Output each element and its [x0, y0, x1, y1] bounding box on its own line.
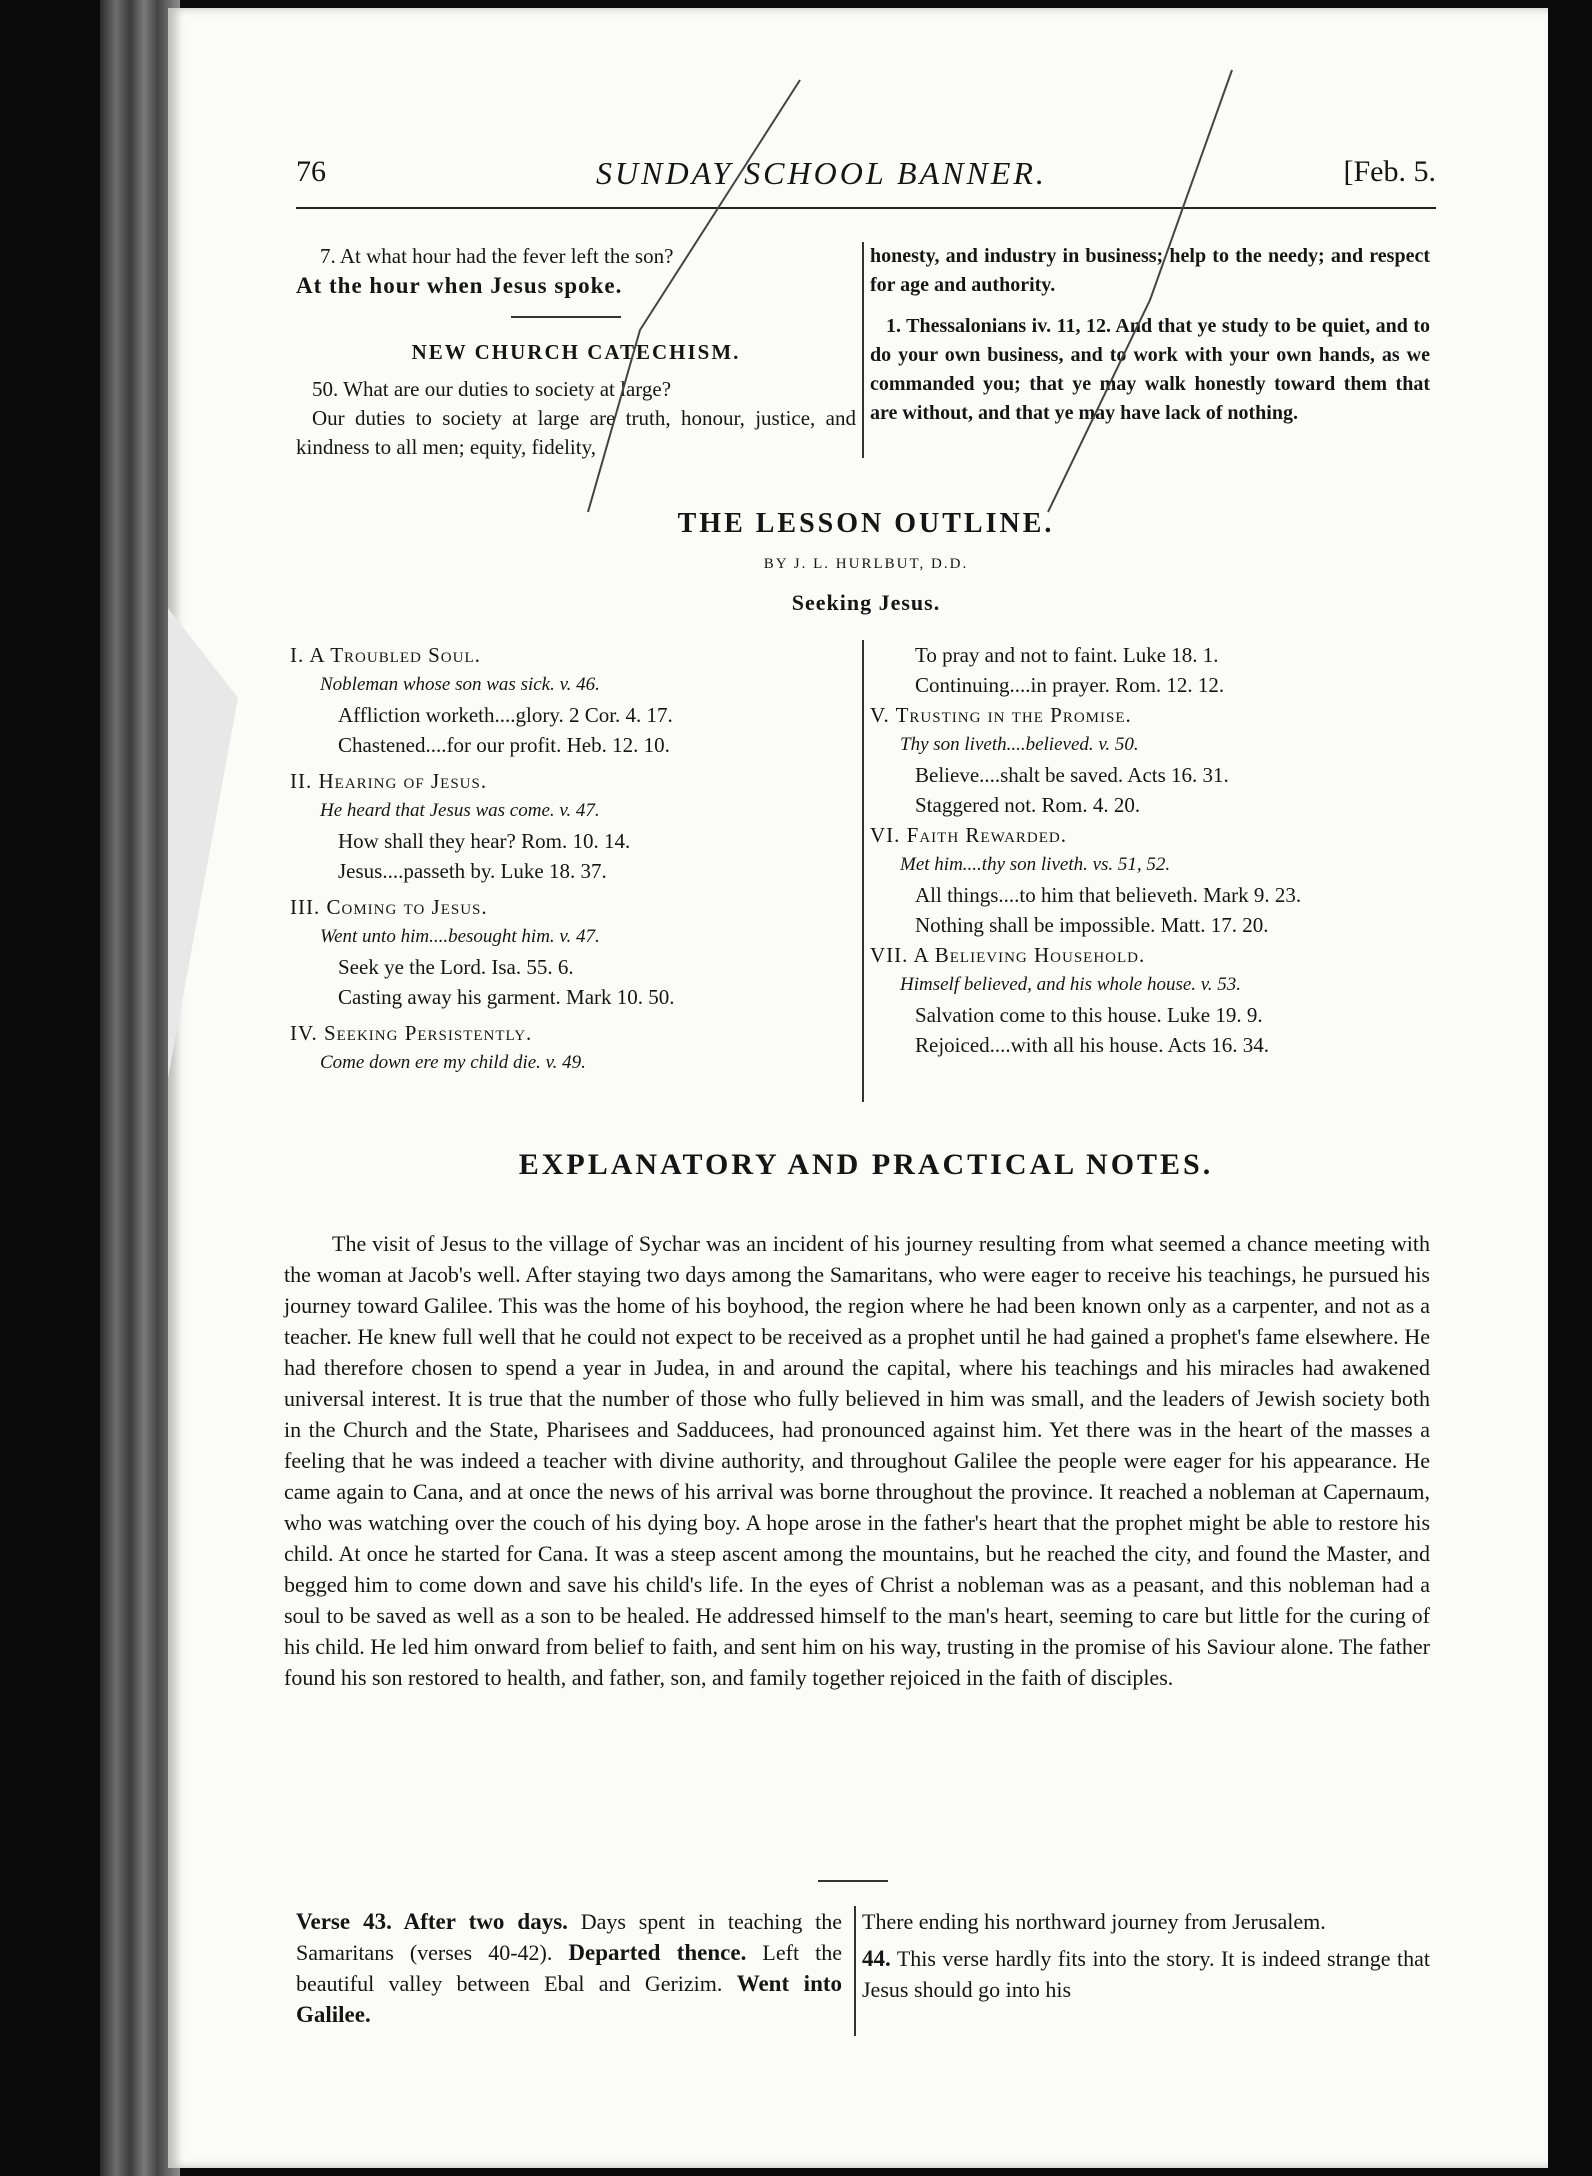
point-reference: How shall they hear? Rom. 10. 14. [338, 829, 631, 853]
outline-point [290, 640, 860, 760]
point-text: Went unto him....besought him. v. 47. [320, 926, 600, 947]
notes-title: EXPLANATORY AND PRACTICAL NOTES. [518, 1148, 1214, 1181]
departed-label: Departed thence. [568, 1940, 747, 1965]
verse-43-label: Verse 43. After two days. [296, 1909, 568, 1934]
column-divider-top [862, 242, 864, 458]
point-reference: To pray and not to faint. Luke 18. 1. [915, 643, 1219, 667]
point-text: Nobleman whose son was sick. v. 46. [320, 674, 600, 695]
column-divider-outline [862, 640, 864, 1102]
point-reference: All things....to him that believeth. Mark 9. 23. [915, 883, 1302, 907]
page-tab-marker [168, 608, 238, 1078]
point-reference: Jesus....passeth by. Luke 18. 37. [338, 859, 607, 883]
point-reference: Seek ye the Lord. Isa. 55. 6. [338, 955, 574, 979]
point-reference: Continuing....in prayer. Rom. 12. 12. [915, 673, 1225, 697]
verse-44-text: This verse hardly fits into the story. It is indeed strange that Jesus should go into his [862, 1946, 1431, 2002]
point-heading: II. Hearing of Jesus. [290, 769, 488, 793]
point-heading: V. Trusting in the Promise. [870, 703, 1132, 727]
galilee-label: Went into Galilee. [296, 1971, 843, 2027]
scripture-passage: 1. Thessalonians iv. 11, 12. And that ye study to be quiet, and to do your own business, and to work with your own hands, as we commanded you; that ye may walk honestly toward them that are without, and that ye may have lack of nothing. [870, 315, 1430, 424]
outline-point [290, 892, 860, 1012]
point-text: Himself believed, and his whole house. v. 53. [900, 974, 1242, 995]
catechism-title: NEW CHURCH CATECHISM. [411, 340, 741, 364]
outline-byline: BY J. L. HURLBUT, D.D. [763, 556, 969, 572]
point-heading: IV. Seeking Persistently. [290, 1021, 533, 1045]
point-reference: Staggered not. Rom. 4. 20. [915, 793, 1141, 817]
outline-point [870, 940, 1432, 1060]
point-reference: Believe....shalt be saved. Acts 16. 31. [915, 763, 1229, 787]
outline-left-column [290, 640, 860, 1078]
point-reference: Rejoiced....with all his house. Acts 16. 34. [915, 1033, 1270, 1057]
verse-right-column [862, 1906, 1430, 2005]
question-50: 50. What are our duties to society at large? [312, 377, 672, 401]
outline-point [870, 700, 1432, 820]
top-left-column [296, 242, 856, 462]
verse-43-text: Days spent in teaching the Samaritans (verses 40-42). [296, 1909, 843, 1965]
outline-right-column [870, 640, 1432, 1060]
divider [818, 1880, 888, 1882]
journal-title: SUNDAY SCHOOL BANNER. [596, 155, 1047, 191]
outline-point [290, 766, 860, 886]
verse-43-continued: There ending his northward journey from Jerusalem. [862, 1909, 1326, 1934]
question-7: 7. At what hour had the fever left the son? [320, 244, 674, 268]
point-reference: Salvation come to this house. Luke 19. 9. [915, 1003, 1263, 1027]
divider [511, 316, 621, 318]
point-heading: VI. Faith Rewarded. [870, 823, 1067, 847]
point-reference: Nothing shall be impossible. Matt. 17. 20. [915, 913, 1269, 937]
running-header [296, 155, 1436, 209]
outline-continuation [870, 640, 1432, 700]
answer-7: At the hour when Jesus spoke. [296, 273, 623, 298]
outline-point [870, 820, 1432, 940]
point-text: Come down ere my child die. v. 49. [320, 1052, 586, 1073]
point-heading: VII. A Believing Household. [870, 943, 1146, 967]
top-right-column [870, 242, 1430, 428]
issue-date: [Feb. 5. [1343, 155, 1436, 188]
page-number: 76 [296, 155, 326, 188]
outline-title: THE LESSON OUTLINE. [677, 508, 1055, 539]
point-text: He heard that Jesus was come. v. 47. [320, 800, 600, 821]
notes-body: The visit of Jesus to the village of Sychar was an incident of his journey resulting from what seemed a chance meeting with the woman at Jacob's well. After staying two days among the Samaritans, who were eager to receive his teachings, he pursued his journey toward Galilee. This was the home of his boyhood, the region where he had been known only as a carpenter, and not as a teacher. He knew full well that he could not expect to be received as a prophet until he had gained a prophet's fame elsewhere. He had therefore chosen to spend a year in Judea, in and around the capital, where his teachings and his miracles had awakened universal interest. It is true that the number of those who fully believed in him was small, and the leaders of Jewish society both in the Church and the State, Pharisees and Sadducees, had pronounced against him. Yet there was in the heart of the masses a feeling that he was indeed a teacher with divine authority, and throughout Galilee the people were eager for his appearance. He came again to Cana, and at once the news of his arrival was borne throughout the province. It reached a nobleman at Capernaum, who was watching over the couch of his dying boy. A hope arose in the father's heart that the prophet might be able to restore his child. At once he started for Cana. It was a steep ascent among the mountains, but he reached the city, and found the Master, and begged him to come down and save his child's life. In the eyes of Christ a nobleman was as a peasant, and this nobleman had a soul to be saved as well as a son to be healed. He addressed himself to the man's heart, seeming to care but little for the curing of his child. He led him onward from belief to faith, and sent him on his way, trusting in the promise of his Saviour alone. The father found his son restored to health, and father, son, and family together rejoiced in the faith of disciples. [284, 1231, 1430, 1690]
point-heading: I. A Troubled Soul. [290, 643, 481, 667]
verse-left-column [296, 1906, 842, 2030]
point-heading: III. Coming to Jesus. [290, 895, 488, 919]
outline-subtitle: Seeking Jesus. [791, 590, 941, 615]
point-reference: Affliction worketh....glory. 2 Cor. 4. 17. [338, 703, 673, 727]
column-divider-verses [854, 1906, 856, 2036]
answer-50: Our duties to society at large are truth, honour, justice, and kindness to all men; equity, fidelity, [296, 406, 856, 459]
point-reference: Chastened....for our profit. Heb. 12. 10. [338, 733, 670, 757]
departed-text: Left the beautiful valley between Ebal and Gerizim. [296, 1940, 843, 1996]
point-reference: Casting away his garment. Mark 10. 50. [338, 985, 675, 1009]
verse-44-label: 44. [862, 1946, 891, 1971]
answer-50-continued: honesty, and industry in business; help to the needy; and respect for age and authority. [870, 245, 1430, 296]
outline-point [290, 1018, 860, 1078]
point-text: Met him....thy son liveth. vs. 51, 52. [900, 854, 1171, 875]
point-text: Thy son liveth....believed. v. 50. [900, 734, 1139, 755]
